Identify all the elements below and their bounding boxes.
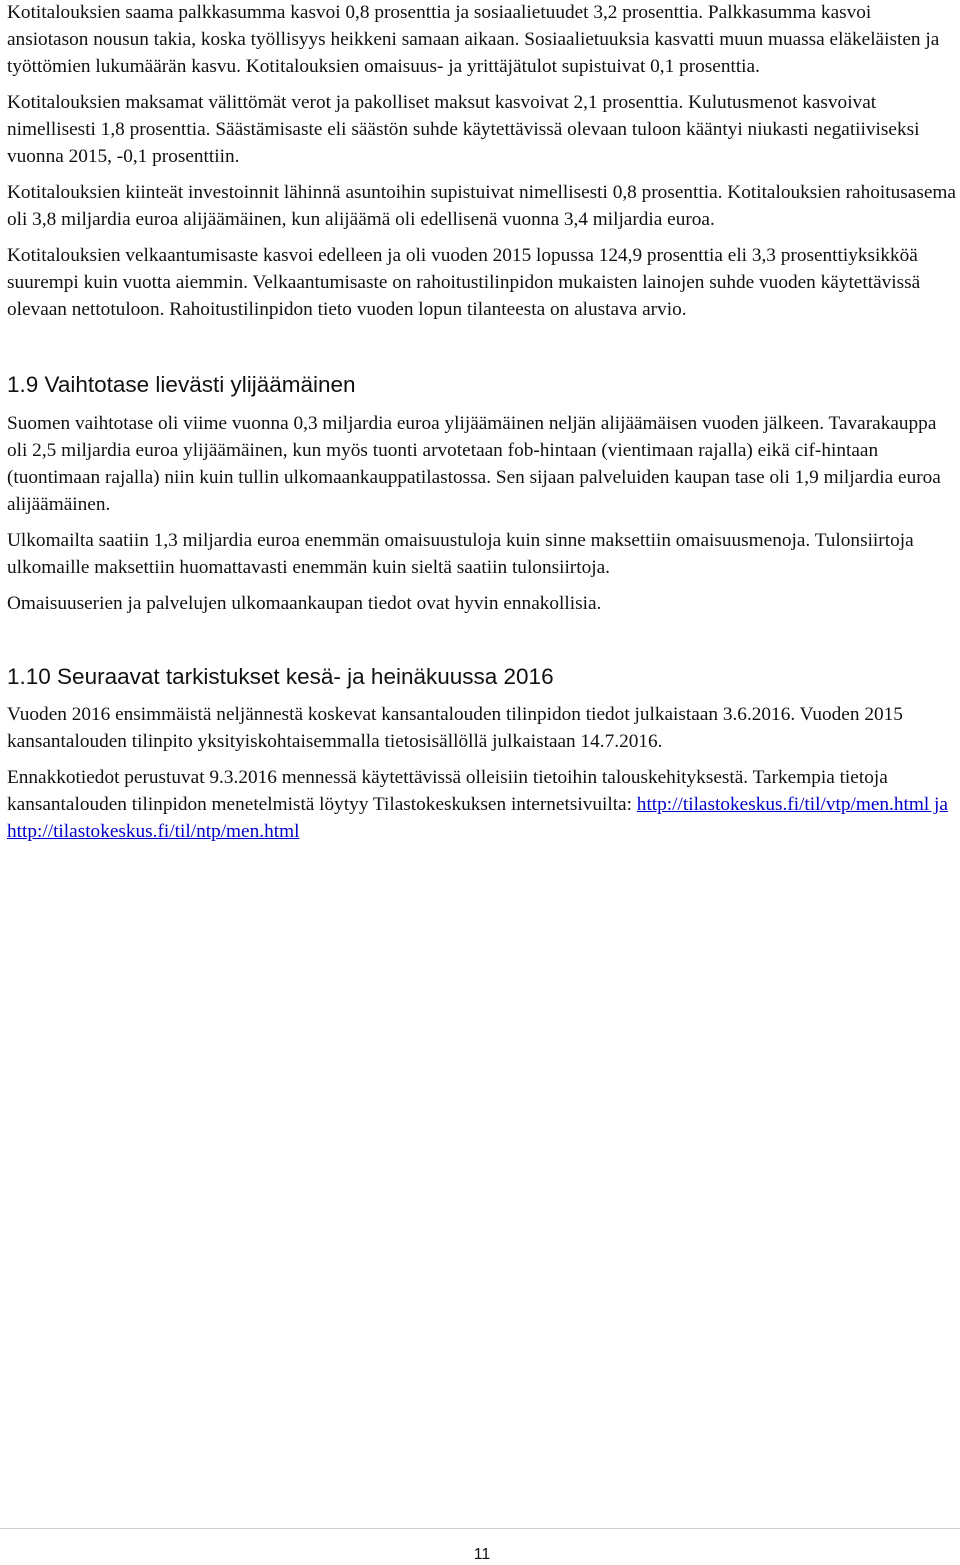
methods-link[interactable]: http://tilastokeskus.fi/til/vtp/men.html ja http://tilastokeskus.fi/til/ntp/men.html: [7, 794, 948, 842]
body-paragraph: Omaisuuserien ja palvelujen ulkomaankaupan tiedot ovat hyvin ennakollisia.: [7, 593, 602, 614]
body-paragraph: Kotitalouksien maksamat välittömät verot ja pakolliset maksut kasvoivat 2,1 prosenttia. Kulutusmenot kasvoivat nimellisesti 1,8 prosenttia. Säästämisaste eli säästön suhde käytettävissä olevaan tuloon kääntyi niukasti negatiiviseksi vuonna 2015, -0,1 prosenttiin.: [7, 92, 920, 167]
section-heading-1-9: 1.9 Vaihtotase lievästi ylijäämäinen: [7, 372, 356, 397]
body-paragraph: Ulkomailta saatiin 1,3 miljardia euroa enemmän omaisuustuloja kuin sinne maksettiin omaisuusmenoja. Tulonsiirtoja ulkomaille maksettiin huomattavasti enemmän kuin sieltä saatiin tulonsiirtoja.: [7, 530, 914, 578]
section-heading-1-10: 1.10 Seuraavat tarkistukset kesä- ja heinäkuussa 2016: [7, 664, 554, 689]
paragraph-text: Ennakkotiedot perustuvat 9.3.2016 mennessä käytettävissä olleisiin tietoihin talouskehityksestä. Tarkempia tietoja kansantalouden tilinpidon menetelmistä löytyy Tilastokeskuksen internetsivuilta:: [7, 767, 888, 815]
body-paragraph: Kotitalouksien saama palkkasumma kasvoi 0,8 prosenttia ja sosiaalietuudet 3,2 prosenttia. Palkkasumma kasvoi ansiotason nousun takia, koska työllisyys heikkeni samaan aikaan. Sosiaalietuuksia kasvatti muun muassa eläkeläisten ja työttömien lukumäärän kasvu. Kotitalouksien omaisuus- ja yrittäjätulot supistuivat 0,1 prosenttia.: [7, 2, 940, 77]
footer-divider: [0, 1528, 960, 1529]
page-content: [7, 0, 957, 845]
body-paragraph: Kotitalouksien kiinteät investoinnit lähinnä asuntoihin supistuivat nimellisesti 0,8 prosenttia. Kotitalouksien rahoitusasema oli 3,8 miljardia euroa alijäämäinen, kun alijäämä oli edellisenä vuonna 3,4 miljardia euroa.: [7, 182, 956, 230]
body-paragraph: Kotitalouksien velkaantumisaste kasvoi edelleen ja oli vuoden 2015 lopussa 124,9 prosenttia eli 3,3 prosenttiyksikköä suurempi kuin vuotta aiemmin. Velkaantumisaste on rahoitustilinpidon mukaisten lainojen suhde vuoden käytettävissä olevaan nettotuloon. Rahoitustilinpidon tieto vuoden lopun tilanteesta on alustava arvio.: [7, 245, 921, 320]
body-paragraph-with-link: [7, 764, 957, 845]
page-number: 11: [473, 1546, 491, 1563]
body-paragraph: Vuoden 2016 ensimmäistä neljännestä koskevat kansantalouden tilinpidon tiedot julkaistaan 3.6.2016. Vuoden 2015 kansantalouden tilinpito yksityiskohtaisemmalla tietosisällöllä julkaistaan 14.7.2016.: [7, 704, 903, 752]
body-paragraph: Suomen vaihtotase oli viime vuonna 0,3 miljardia euroa ylijäämäinen neljän alijäämäisen vuoden jälkeen. Tavarakauppa oli 2,5 miljardia euroa ylijäämäinen, kun myös tuonti arvotetaan fob-hintaan (vientimaan rajalla) eikä cif-hintaan (tuontimaan rajalla) niin kuin tullin ulkomaankauppatilastossa. Sen sijaan palveluiden kaupan tase oli 1,9 miljardia euroa alijäämäinen.: [7, 413, 941, 515]
